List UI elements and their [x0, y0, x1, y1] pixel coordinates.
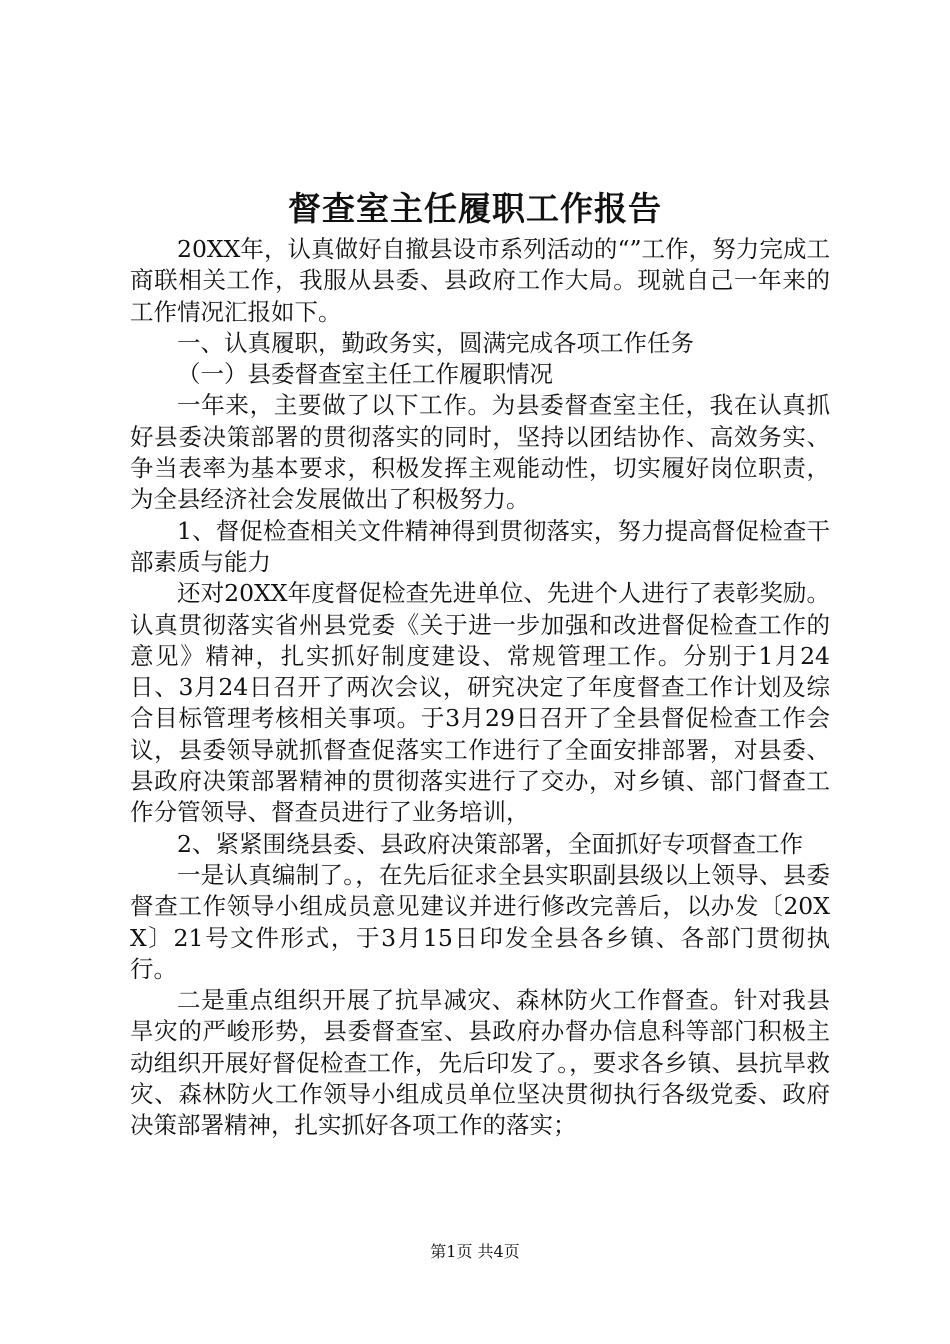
heading-item-1: 1、督促检查相关文件精神得到贯彻落实，努力提高督促检查干部素质与能力	[130, 516, 830, 576]
document-title: 督查室主任履职工作报告	[288, 189, 662, 228]
page-footer: 第1页 共4页	[430, 1242, 520, 1261]
document-body	[130, 234, 830, 1142]
heading-item-2: 2、紧紧围绕县委、县政府决策部署，全面抓好专项督查工作	[177, 829, 803, 858]
paragraph-point-2: 二是重点组织开展了抗旱减灾、森林防火工作督查。针对我县旱灾的严峻形势，县委督查室、县政府办督办信息科等部门积极主动组织开展好督促检查工作，先后印发了。，要求各乡镇、县抗旱救灾、森林防火工作领导小组成员单位坚决贯彻执行各级党委、政府决策部署精神，扎实抓好各项工作的落实；	[130, 986, 830, 1140]
heading-subsection-1: （一）县委督查室主任工作履职情况	[177, 360, 553, 389]
paragraph-item-1: 还对20XX年度督促检查先进单位、先进个人进行了表彰奖励。认真贯彻落实省州县党委《关于进一步加强和改进督促检查工作的意见》精神，扎实抓好制度建设、常规管理工作。分别于1月24日、3月24日召开了两次会议，研究决定了年度督查工作计划及综合目标管理考核相关事项。于3月29日召开了全县督促检查工作会议，县委领导就抓督查促落实工作进行了全面安排部署，对县委、县政府决策部署精神的贯彻落实进行了交办，对乡镇、部门督查工作分管领导、督查员进行了业务培训，	[130, 579, 830, 827]
paragraph-intro: 20XX年，认真做好自撤县设市系列活动的“”工作，努力完成工商联相关工作，我服从县委、县政府工作大局。现就自己一年来的工作情况汇报如下。	[130, 235, 830, 326]
paragraph-point-1: 一是认真编制了。，在先后征求全县实职副县级以上领导、县委督查工作领导小组成员意见建议并进行修改完善后，以办发〔20XX〕21号文件形式，于3月15日印发全县各乡镇、各部门贯彻执行。	[130, 860, 830, 983]
paragraph-overview: 一年来，主要做了以下工作。为县委督查室主任，我在认真抓好县委决策部署的贯彻落实的同时，坚持以团结协作、高效务实、争当表率为基本要求，积极发挥主观能动性，切实履好岗位职责，为全县经济社会发展做出了积极努力。	[130, 391, 830, 514]
heading-section-1: 一、认真履职，勤政务实，圆满完成各项工作任务	[177, 328, 694, 357]
